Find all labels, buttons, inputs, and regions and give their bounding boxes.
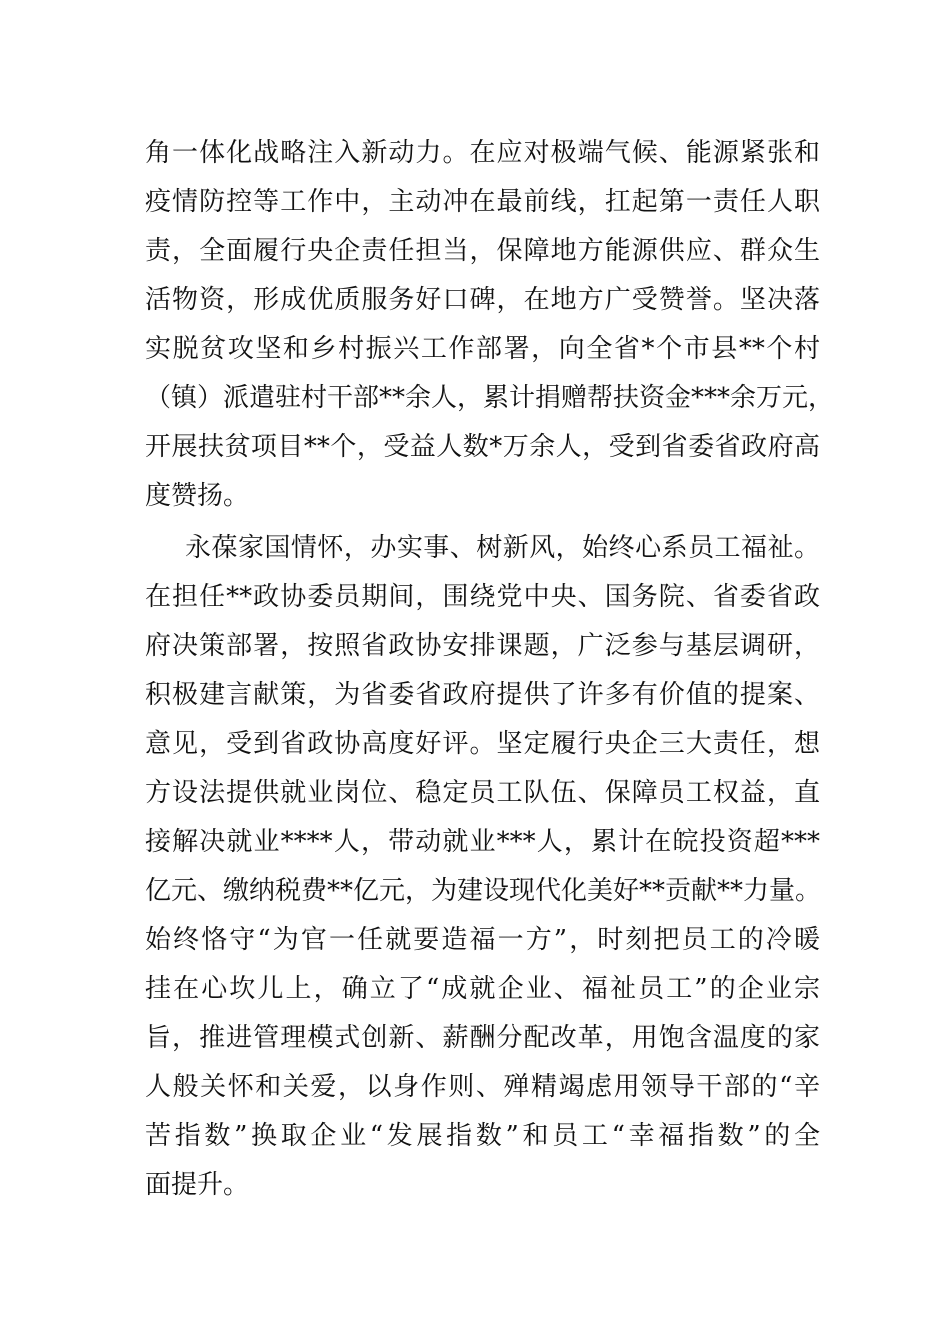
paragraph-line: 疫情防控等工作中，主动冲在最前线，扛起第一责任人职 [145,187,820,217]
paragraph-line: 面提升。 [145,1170,250,1200]
paragraph-line: 人般关怀和关爱，以身作则、殚精竭虑用领导干部的“辛 [145,1072,820,1102]
paragraph-line: 方设法提供就业岗位、稳定员工队伍、保障员工权益，直 [145,778,820,808]
paragraph-line: 亿元、缴纳税费**亿元，为建设现代化美好**贡献**力量。 [145,876,822,906]
paragraph-line: 接解决就业****人，带动就业***人，累计在皖投资超*** [145,827,820,857]
paragraph-line: 积极建言献策，为省委省政府提供了许多有价值的提案、 [145,680,820,710]
paragraph-1 [145,129,835,521]
paragraph-line: 始终恪守“为官一任就要造福一方”，时刻把员工的冷暖 [145,925,820,955]
paragraph-line: 活物资，形成优质服务好口碑，在地方广受赞誉。坚决落 [145,285,820,315]
paragraph-line: 实脱贫攻坚和乡村振兴工作部署，向全省*个市县**个村 [145,334,820,364]
paragraph-line: 苦指数”换取企业“发展指数”和员工“幸福指数”的全 [145,1121,820,1151]
paragraph-line: 府决策部署，按照省政协安排课题，广泛参与基层调研， [145,631,820,661]
paragraph-line: 挂在心坎儿上，确立了“成就企业、福祉员工”的企业宗 [145,974,820,1004]
paragraph-line: 永葆家国情怀，办实事、树新风，始终心系员工福祉。 [185,533,820,563]
paragraph-line: （镇）派遣驻村干部**余人，累计捐赠帮扶资金***余万元， [145,383,835,413]
paragraph-line: 责，全面履行央企责任担当，保障地方能源供应、群众生 [145,236,820,266]
paragraph-line: 角一体化战略注入新动力。在应对极端气候、能源紧张和 [145,138,820,168]
paragraph-line: 意见，受到省政协高度好评。坚定履行央企三大责任，想 [145,729,820,759]
paragraph-line: 旨，推进管理模式创新、薪酬分配改革，用饱含温度的家 [145,1023,820,1053]
paragraph-line: 开展扶贫项目**个，受益人数*万余人，受到省委省政府高 [145,432,820,462]
paragraph-line: 度赞扬。 [145,481,250,511]
paragraph-line: 在担任**政协委员期间，围绕党中央、国务院、省委省政 [145,582,820,612]
paragraph-2 [145,524,820,1210]
